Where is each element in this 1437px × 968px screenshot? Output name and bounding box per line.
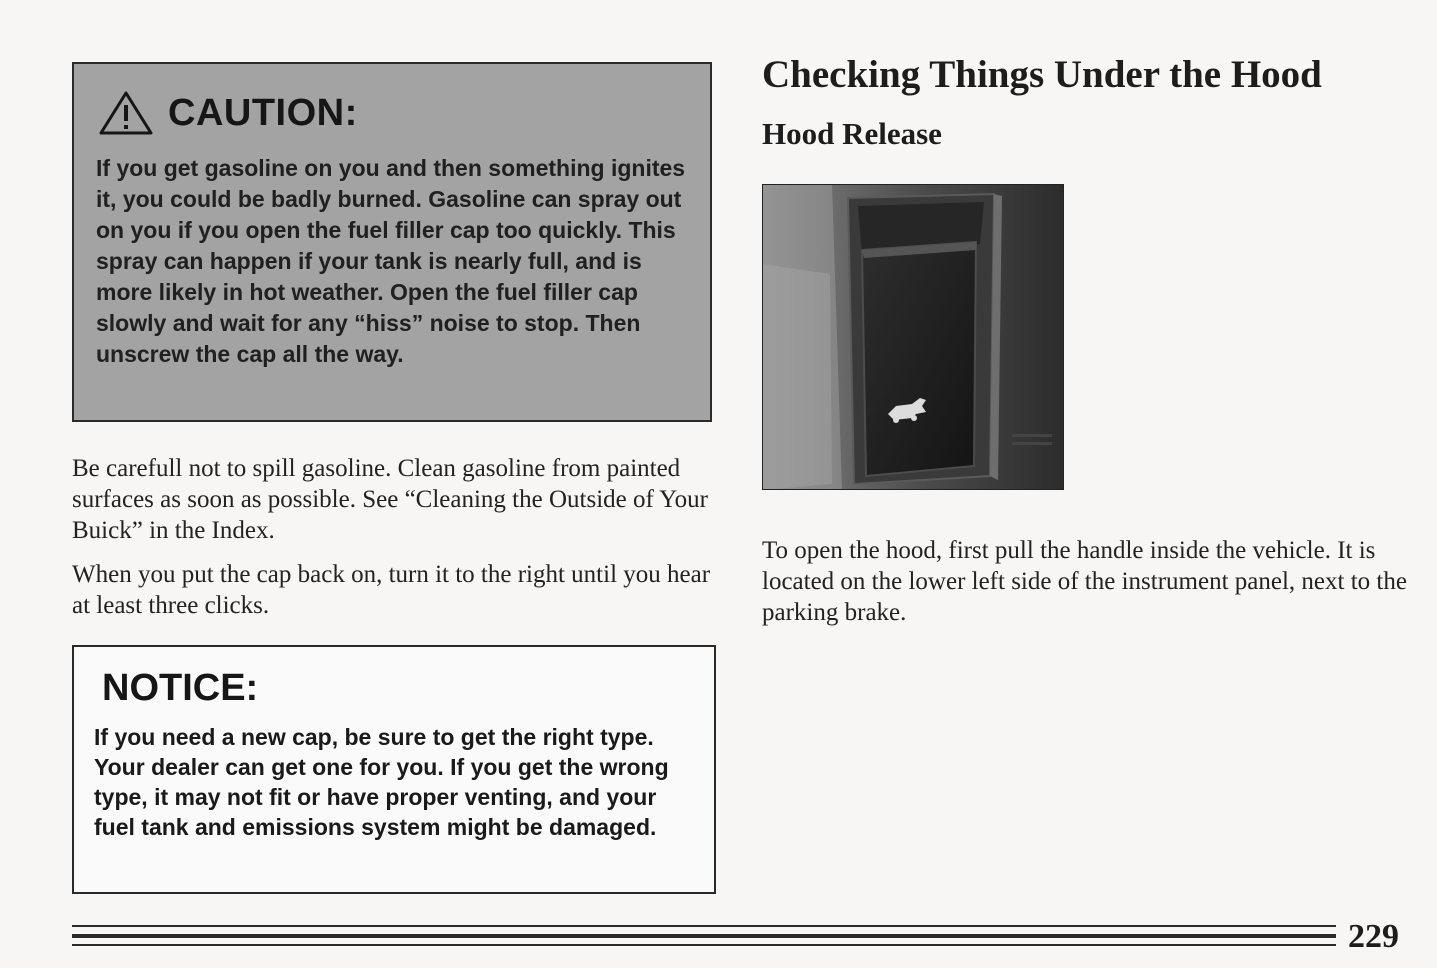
gasoline-spill-paragraph: Be carefull not to spill gasoline. Clean gasoline from painted surfaces as soon as possible. See “Cleaning the Outside of Your Buick” in the Index.: [72, 455, 709, 544]
notice-title: NOTICE:: [102, 667, 259, 709]
page-number: 229: [1348, 918, 1399, 955]
cap-clicks-paragraph: When you put the cap back on, turn it to the right until you hear at least three clicks.: [72, 561, 711, 619]
subsection-title: Hood Release: [762, 116, 942, 151]
caution-body: If you get gasoline on you and then something ignites it, you could be badly burned. Gasoline can spray out on you if you open the fuel filler cap too quickly. This spray can happen if your tank is nearly full, and is more likely in hot weather. Open the fuel filler cap slowly and wait for any “hiss” noise to stop. Then unscrew the cap all the way.: [96, 155, 686, 367]
section-title: Checking Things Under the Hood: [762, 53, 1322, 96]
caution-header: [98, 88, 358, 138]
warning-triangle-icon: [98, 90, 154, 136]
hood-release-photo: [762, 184, 1064, 490]
caution-title: CAUTION:: [168, 91, 358, 134]
notice-body: If you need a new cap, be sure to get the right type. Your dealer can get one for you. If you get the wrong type, it may not fit or have proper venting, and your fuel tank and emissions system might be damaged.: [94, 724, 669, 840]
caution-box: [72, 62, 712, 422]
footer-rule-thin-bottom: [72, 944, 1336, 946]
footer-rule-thick: [72, 934, 1336, 938]
footer-rule-thin-top: [72, 925, 1336, 927]
footer-rules: [72, 922, 1336, 952]
notice-box: [72, 645, 716, 894]
hood-release-paragraph: To open the hood, first pull the handle inside the vehicle. It is located on the lower left side of the instrument panel, next to the parking brake.: [762, 537, 1407, 626]
